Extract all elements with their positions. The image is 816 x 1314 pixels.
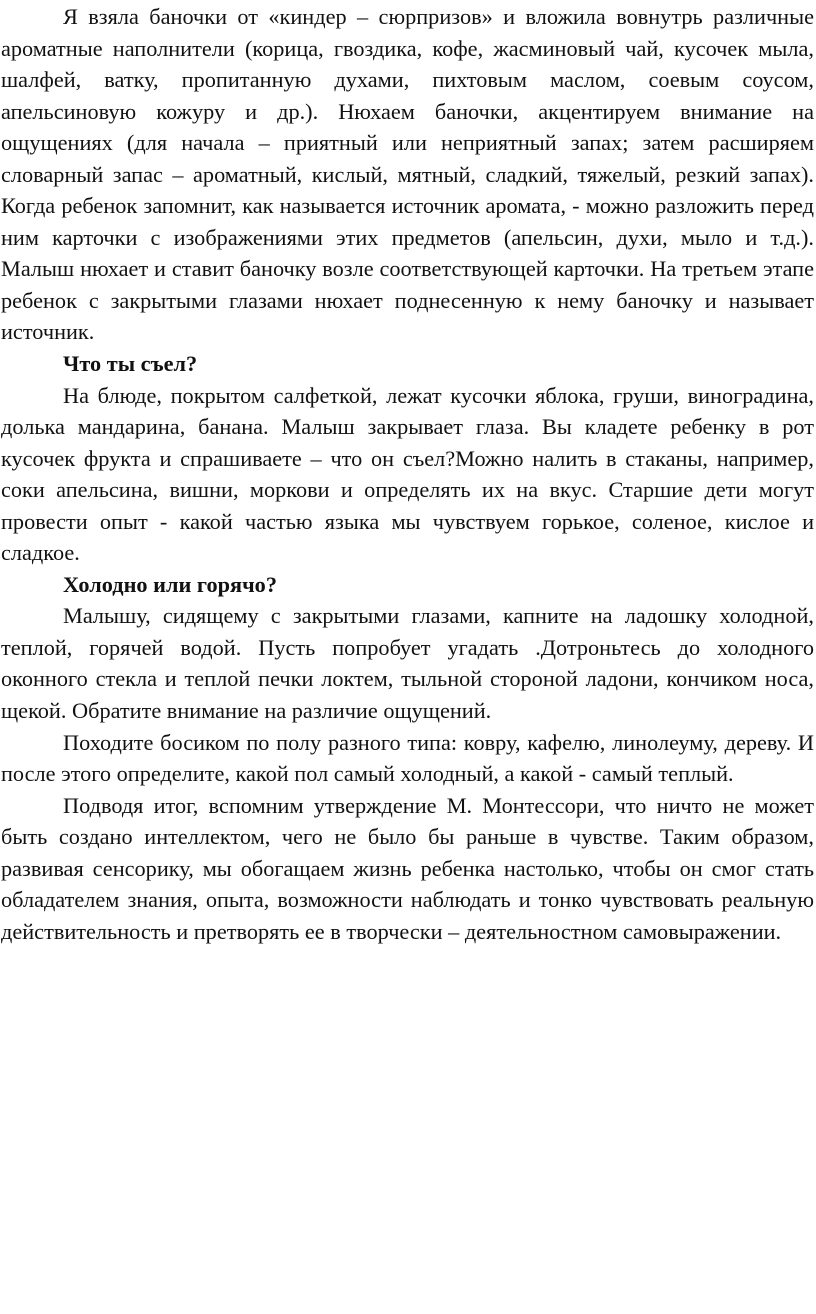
section-heading-what-did-you-eat: Что ты съел? (63, 351, 198, 377)
paragraph-aroma-jars: Я взяла баночки от «киндер – сюрпризов» и вложила вовнутрь различные ароматные наполнители (корица, гвоздика, кофе, жасминовый чай, кусочек мыла, шалфей, ватку, пропитанную духами, пихтовым маслом, соевым соусом, апельсиновую кожуру и др.). Нюхаем баночки, акцентируем внимание на ощущениях (для начала – приятный или неприятный запах; затем расширяем словарный запас – ароматный, кислый, мятный, сладкий, тяжелый, резкий запах). Когда ребенок запомнит, как называется источник аромата, - можно разложить перед ним карточки с изображениями этих предметов (апельсин, духи, мыло и т.д.). Малыш нюхает и ставит баночку возле соответствующей карточки. На третьем этапе ребенок с закрытыми глазами нюхает поднесенную к нему баночку и называет источник. (1, 4, 814, 345)
paragraph-taste-game: На блюде, покрытом салфеткой, лежат кусочки яблока, груши, виноградина, долька мандарина, банана. Малыш закрывает глаза. Вы кладете ребенку в рот кусочек фрукта и спрашиваете – что он съел?Можно налить в стаканы, например, соки апельсина, вишни, моркови и определять их на вкус. Старшие дети могут провести опыт - какой частью языка мы чувствуем горькое, соленое, кислое и сладкое. (1, 382, 814, 566)
paragraph-barefoot-floors: Походите босиком по полу разного типа: ковру, кафелю, линолеуму, дереву. И после этого определите, какой пол самый холодный, а какой - самый теплый. (1, 729, 814, 787)
section-heading-cold-or-hot: Холодно или горячо? (63, 571, 277, 597)
paragraph-conclusion: Подводя итог, вспомним утверждение М. Монтессори, что ничто не может быть создано интеллектом, чего не было бы раньше в чувстве. Таким образом, развивая сенсорику, мы обогащаем жизнь ребенка настолько, чтобы он смог стать обладателем знания, опыта, возможности наблюдать и тонко чувствовать реальную действительность и претворять ее в творчески – деятельностном самовыражении. (1, 792, 814, 944)
paragraph-temperature-game: Малышу, сидящему с закрытыми глазами, капните на ладошку холодной, теплой, горячей водой. Пусть попробует угадать .Дотроньтесь до холодного оконного стекла и теплой печки локтем, тыльной стороной ладони, кончиком носа, щекой. Обратите внимание на различие ощущений. (1, 603, 814, 724)
